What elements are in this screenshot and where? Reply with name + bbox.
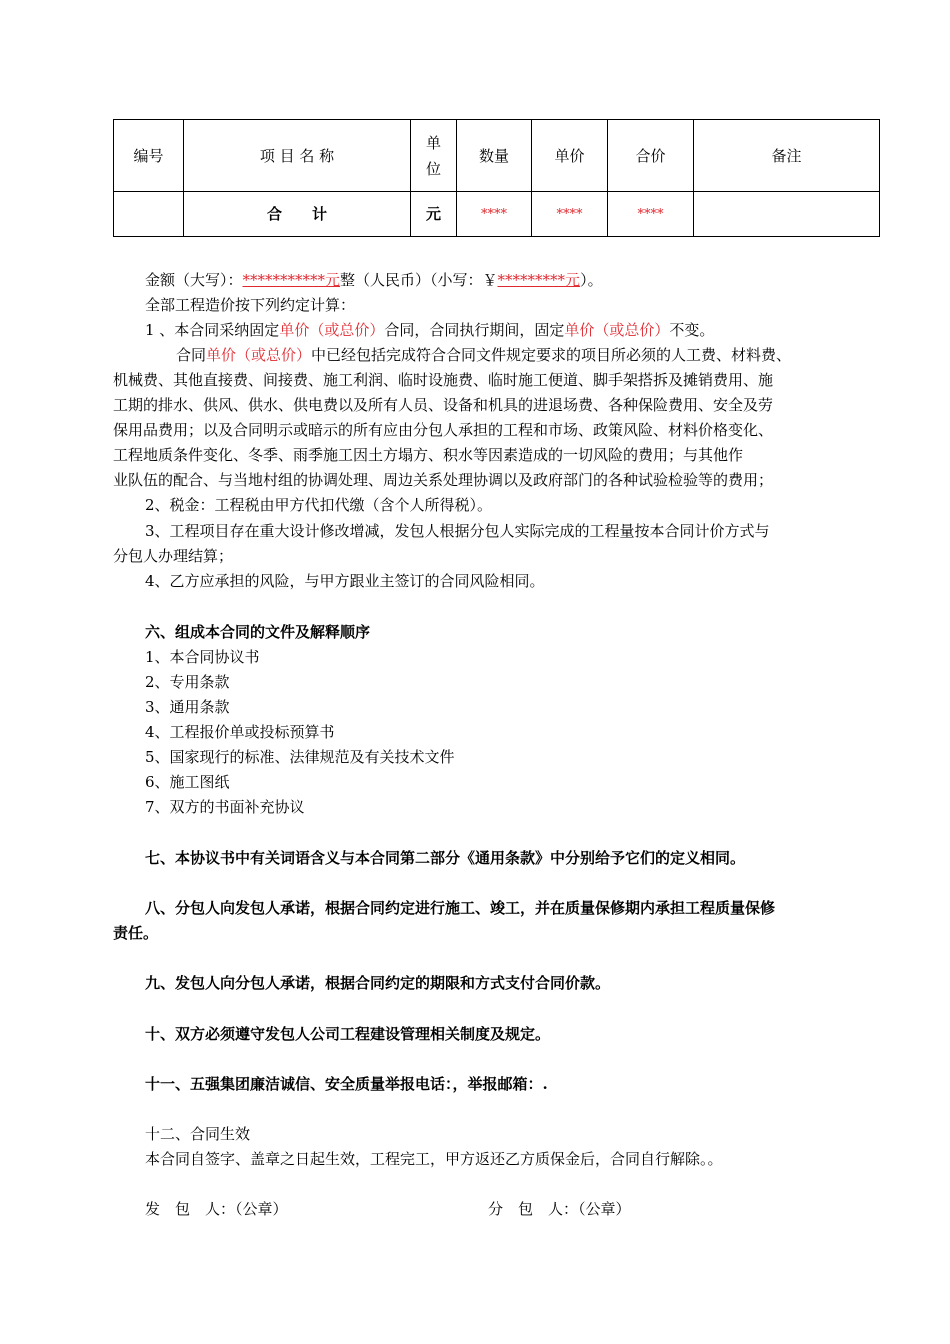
clause-1-price-type-2: 单价（或总价） bbox=[564, 321, 670, 339]
section-10: 十、双方必须遵守发包人公司工程建设管理相关制度及规定。 bbox=[145, 1025, 551, 1043]
clause-1-detail-line2: 机械费、其他直接费、间接费、施工利润、临时设施费、临时施工便道、脚手架搭拆及摊销费用、施 bbox=[113, 371, 774, 389]
clause-3-line1: 3、工程项目存在重大设计修改增减，发包人根据分包人实际完成的工程量按本合同计价方式与 bbox=[145, 522, 770, 540]
section-6-item-2: 2、专用条款 bbox=[145, 673, 230, 691]
clause-1-detail-line3: 工期的排水、供风、供水、供电费以及所有人员、设备和机具的进退场费、各种保险费用、安全及劳 bbox=[113, 396, 774, 414]
detail-price-type: 单价（或总价） bbox=[206, 346, 312, 364]
clause-3-line2: 分包人办理结算； bbox=[113, 547, 234, 565]
header-unit-price: 单价 bbox=[532, 120, 608, 192]
section-8-line1: 八、分包人向发包人承诺，根据合同约定进行施工、竣工，并在质量保修期内承担工程质量保修 bbox=[145, 899, 776, 917]
header-item-name: 项 目 名 称 bbox=[184, 120, 411, 192]
amount-suffix: ）。 bbox=[580, 271, 603, 289]
total-quantity-cell bbox=[457, 192, 532, 237]
header-quantity: 数量 bbox=[457, 120, 532, 192]
clause-1-detail-line6: 业队伍的配合、与当地村组的协调处理、周边关系处理协调以及政府部门的各种试验检验等的费用； bbox=[113, 471, 774, 489]
section-6-item-7: 7、双方的书面补充协议 bbox=[145, 798, 305, 816]
amount-prefix: 金额（大写）： bbox=[145, 271, 243, 289]
total-price: **** bbox=[637, 207, 664, 222]
clause-1-price-type-1: 单价（或总价） bbox=[279, 321, 385, 339]
amount-mid: 整（人民币）（小写：￥ bbox=[340, 271, 498, 289]
section-7: 七、本协议书中有关词语含义与本合同第二部分《通用条款》中分别给予它们的定义相同。 bbox=[145, 849, 746, 867]
total-unit: 元 bbox=[411, 192, 457, 237]
clause-1-detail-line1 bbox=[176, 345, 791, 365]
total-unit-price: **** bbox=[556, 207, 583, 222]
amount-lowercase-value: *********元 bbox=[497, 271, 581, 289]
total-quantity: **** bbox=[481, 207, 507, 222]
clause-1-c: 不变。 bbox=[669, 321, 715, 339]
section-6-item-4: 4、工程报价单或投标预算书 bbox=[145, 723, 335, 741]
section-12-title: 十二、合同生效 bbox=[145, 1125, 251, 1143]
header-no: 编号 bbox=[114, 120, 184, 192]
table-header-row bbox=[114, 120, 880, 192]
clause-1 bbox=[145, 320, 714, 340]
total-no-cell bbox=[114, 192, 184, 237]
section-6-item-5: 5、国家现行的标准、法律规范及有关技术文件 bbox=[145, 748, 455, 766]
total-price-cell bbox=[608, 192, 694, 237]
amount-uppercase-value: ***********元 bbox=[242, 271, 341, 289]
detail-a: 合同 bbox=[176, 346, 207, 364]
total-remark bbox=[694, 192, 880, 237]
cost-table bbox=[113, 119, 880, 237]
clause-1-a: 1 、本合同采纳固定 bbox=[145, 321, 280, 339]
header-total-price: 合价 bbox=[608, 120, 694, 192]
total-label: 合 计 bbox=[184, 192, 411, 237]
section-11: 十一、五强集团廉洁诚信、安全质量举报电话：，举报邮箱：. bbox=[145, 1075, 548, 1093]
header-unit-line1: 单 bbox=[425, 133, 441, 152]
clause-1-detail-line5: 工程地质条件变化、冬季、雨季施工因土方塌方、积水等因素造成的一切风险的费用；与其他作 bbox=[113, 446, 744, 464]
section-12-body: 本合同自签字、盖章之日起生效，工程完工，甲方返还乙方质保金后，合同自行解除。。 bbox=[145, 1150, 723, 1168]
calc-intro: 全部工程造价按下列约定计算： bbox=[145, 296, 356, 314]
header-unit-line2: 位 bbox=[425, 159, 441, 178]
section-6-item-6: 6、施工图纸 bbox=[145, 773, 230, 791]
detail-b: 中已经包括完成符合合同文件规定要求的项目所必须的人工费、材料费、 bbox=[311, 346, 792, 364]
clause-1-b: 合同，合同执行期间，固定 bbox=[384, 321, 565, 339]
total-unit-price-cell bbox=[532, 192, 608, 237]
section-8-line2: 责任。 bbox=[113, 924, 159, 942]
section-9: 九、发包人向分包人承诺，根据合同约定的期限和方式支付合同价款。 bbox=[145, 974, 611, 992]
section-6-item-3: 3、通用条款 bbox=[145, 698, 230, 716]
clause-4: 4、乙方应承担的风险，与甲方跟业主签订的合同风险相同。 bbox=[145, 572, 545, 590]
section-6-title: 六、组成本合同的文件及解释顺序 bbox=[145, 623, 371, 641]
employer-signature: 发 包 人：（公章） bbox=[145, 1200, 288, 1218]
header-remark: 备注 bbox=[694, 120, 880, 192]
section-6-item-1: 1、本合同协议书 bbox=[145, 648, 260, 666]
table-total-row bbox=[114, 192, 880, 237]
subcontractor-signature: 分 包 人：（公章） bbox=[488, 1200, 631, 1218]
clause-2-tax: 2、税金：工程税由甲方代扣代缴（含个人所得税）。 bbox=[145, 496, 493, 514]
amount-line bbox=[145, 270, 603, 290]
header-unit bbox=[411, 120, 457, 192]
clause-1-detail-line4: 保用品费用；以及合同明示或暗示的所有应由分包人承担的工程和市场、政策风险、材料价格变化、 bbox=[113, 421, 774, 439]
